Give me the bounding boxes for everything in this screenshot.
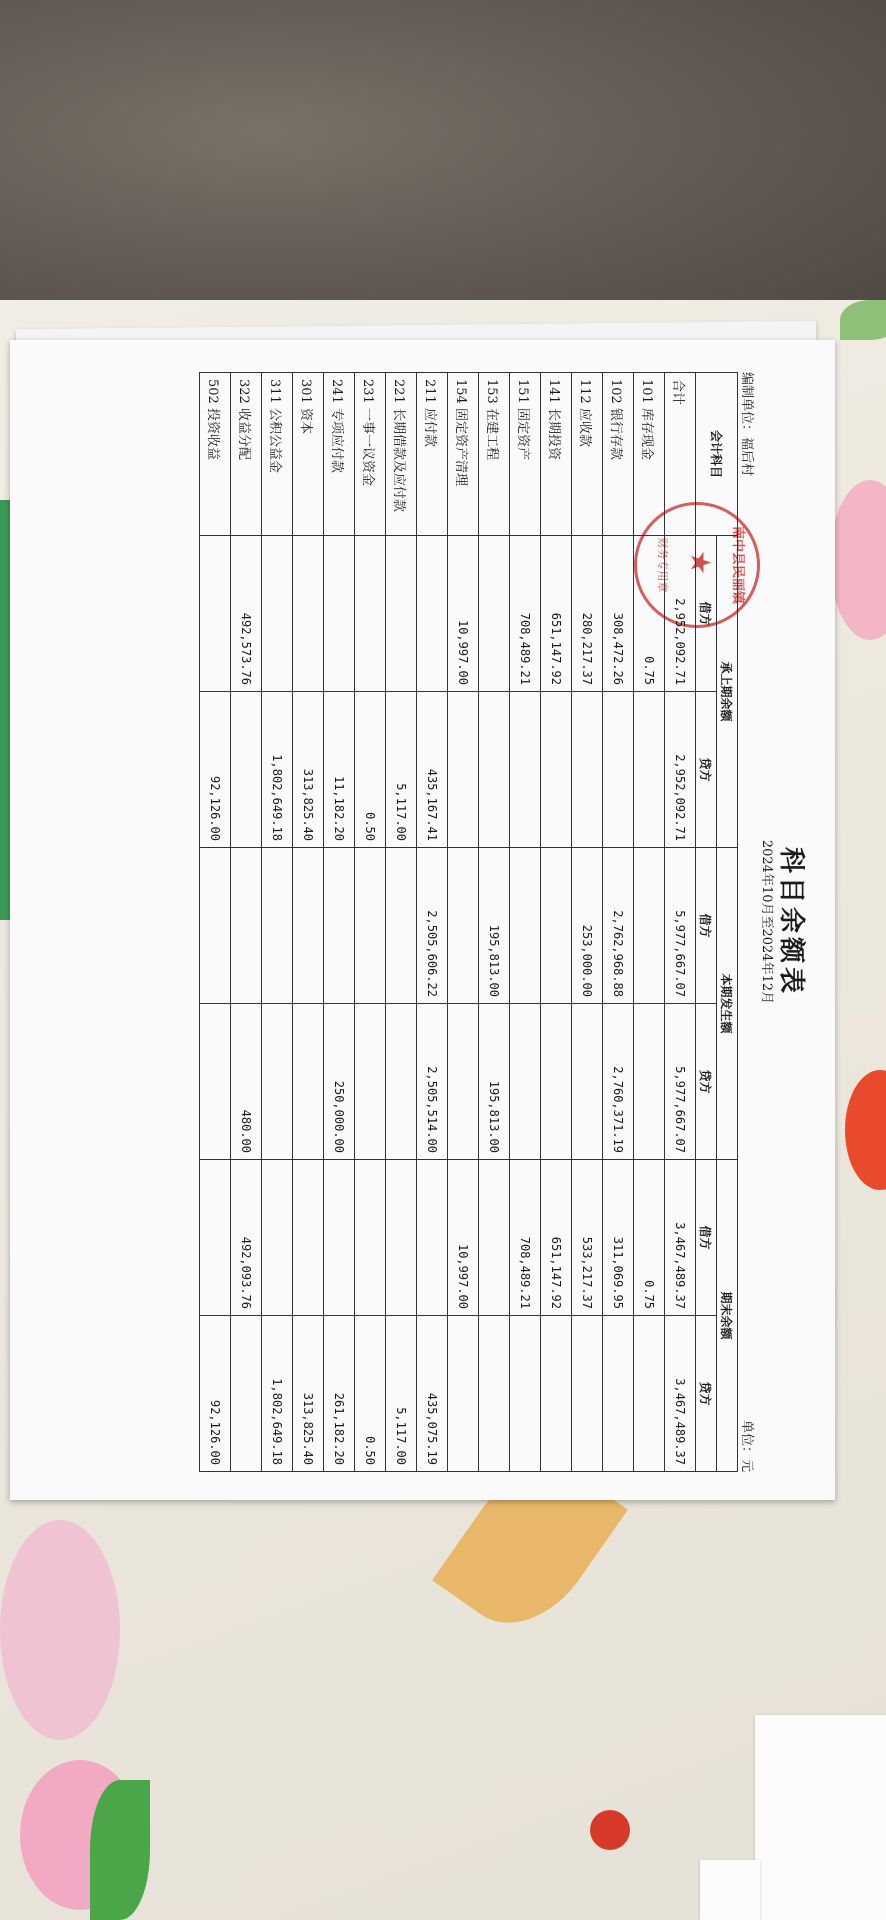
amount-cell [262,848,293,1004]
amount-cell [386,536,417,692]
table-row [293,373,324,1472]
account-cell: 211 应付款 [417,373,448,536]
amount-cell: 280,217.37 [572,536,603,692]
amount-cell [541,1316,572,1472]
seal-text: 南中县民丽镇 [730,525,745,604]
amount-cell: 311,069.95 [603,1160,634,1316]
amount-cell [386,848,417,1004]
decor-leaf [90,1780,150,1920]
amount-cell [448,692,479,848]
amount-cell: 250,000.00 [324,1004,355,1160]
amount-cell [324,536,355,692]
amount-cell [355,1160,386,1316]
header-debit: 借方 [696,536,717,692]
amount-cell [572,692,603,848]
amount-cell: 0.50 [355,1316,386,1472]
amount-cell [479,1316,510,1472]
amount-cell: 2,952,092.71 [665,692,696,848]
amount-cell: 1,802,649.18 [262,1316,293,1472]
amount-cell: 2,762,968.88 [603,848,634,1004]
amount-cell [231,1316,262,1472]
amount-cell [324,1160,355,1316]
header-debit: 借方 [696,848,717,1004]
amount-cell: 651,147.92 [541,1160,572,1316]
amount-cell [541,1004,572,1160]
balance-sheet-document [20,352,820,1492]
account-cell: 221 长期借款及应付款 [386,373,417,536]
amount-cell [293,1004,324,1160]
table-row [479,373,510,1472]
amount-cell [262,1004,293,1160]
table-row [572,373,603,1472]
seal-bottom-text: 财务专用章 [656,537,669,593]
amount-cell: 480.00 [231,1004,262,1160]
amount-cell: 5,977,667.07 [665,1004,696,1160]
amount-cell: 0.75 [634,1160,665,1316]
amount-cell [293,536,324,692]
account-cell: 154 固定资产清理 [448,373,479,536]
amount-cell: 313,825.40 [293,1316,324,1472]
table-row [417,373,448,1472]
amount-cell: 492,093.76 [231,1160,262,1316]
amount-cell [572,1316,603,1472]
unit-label: 单位：元 [739,1419,754,1472]
account-cell: 231 一事一议资金 [355,373,386,536]
amount-cell: 5,117.00 [386,692,417,848]
amount-cell [324,848,355,1004]
amount-cell [572,1004,603,1160]
amount-cell: 1,802,649.18 [262,692,293,848]
account-cell: 322 收益分配 [231,373,262,536]
decor-leaf [840,300,886,340]
account-cell: 311 公积公益金 [262,373,293,536]
amount-cell: 261,182.20 [324,1316,355,1472]
amount-cell [634,692,665,848]
amount-cell: 492,573.76 [231,536,262,692]
amount-cell [355,1004,386,1160]
amount-cell [634,1004,665,1160]
amount-cell [541,692,572,848]
amount-cell [510,1316,541,1472]
amount-cell [386,1004,417,1160]
amount-cell: 651,147.92 [541,536,572,692]
amount-cell [262,1160,293,1316]
amount-cell: 3,467,489.37 [665,1316,696,1472]
document-sheet [10,340,835,1500]
header-credit: 贷方 [696,692,717,848]
amount-cell [355,536,386,692]
table-row [603,373,634,1472]
table-row [386,373,417,1472]
amount-cell: 5,977,667.07 [665,848,696,1004]
amount-cell [634,1316,665,1472]
amount-cell: 10,997.00 [448,1160,479,1316]
account-cell: 102 银行存款 [603,373,634,536]
amount-cell: 5,117.00 [386,1316,417,1472]
decor-flower [590,1810,630,1850]
table-row [634,373,665,1472]
table-row [200,373,231,1472]
header-credit: 贷方 [696,1316,717,1472]
amount-cell [200,536,231,692]
account-cell: 151 固定资产 [510,373,541,536]
account-cell: 141 长期投资 [541,373,572,536]
amount-cell: 195,813.00 [479,848,510,1004]
table-row [355,373,386,1472]
amount-cell [448,1004,479,1160]
background-floor [0,0,886,330]
amount-cell [634,848,665,1004]
amount-cell [479,1160,510,1316]
amount-cell [386,1160,417,1316]
amount-cell [479,692,510,848]
amount-cell: 708,489.21 [510,536,541,692]
amount-cell: 435,075.19 [417,1316,448,1472]
amount-cell [200,1004,231,1160]
header-closing: 期末余额 [717,1160,738,1472]
amount-cell [417,1160,448,1316]
table-row [510,373,541,1472]
account-cell: 101 库存现金 [634,373,665,536]
amount-cell [510,848,541,1004]
amount-cell: 10,997.00 [448,536,479,692]
header-debit: 借方 [696,1160,717,1316]
amount-cell: 308,472.26 [603,536,634,692]
amount-cell [200,1160,231,1316]
table-row [665,373,696,1472]
amount-cell [448,848,479,1004]
amount-cell: 2,505,514.00 [417,1004,448,1160]
decor-flower [0,1520,120,1740]
amount-cell [510,1004,541,1160]
amount-cell [448,1316,479,1472]
table-row [324,373,355,1472]
balance-table [199,372,738,1472]
amount-cell: 92,126.00 [200,692,231,848]
amount-cell: 533,217.37 [572,1160,603,1316]
amount-cell: 3,467,489.37 [665,1160,696,1316]
amount-cell: 2,505,606.22 [417,848,448,1004]
amount-cell: 313,825.40 [293,692,324,848]
header-credit: 贷方 [696,1004,717,1160]
account-cell: 301 资本 [293,373,324,536]
amount-cell [231,848,262,1004]
amount-cell: 435,167.41 [417,692,448,848]
table-row [541,373,572,1472]
amount-cell: 0.50 [355,692,386,848]
amount-cell [355,848,386,1004]
amount-cell [200,848,231,1004]
amount-cell: 708,489.21 [510,1160,541,1316]
account-cell: 502 投资收益 [200,373,231,536]
amount-cell [262,536,293,692]
document-period: 2024年10月至2024年12月 [759,839,774,1005]
amount-cell [293,1160,324,1316]
header-account: 会计科目 [696,373,738,536]
amount-cell [510,692,541,848]
account-cell: 241 专项应付款 [324,373,355,536]
amount-cell: 253,000.00 [572,848,603,1004]
header-opening: 承上期余额 [717,536,738,848]
account-cell: 112 应收款 [572,373,603,536]
amount-cell: 195,813.00 [479,1004,510,1160]
amount-cell: 92,126.00 [200,1316,231,1472]
table-row [231,373,262,1472]
amount-cell [231,692,262,848]
amount-cell [293,848,324,1004]
star-icon: ★ [684,550,717,576]
account-cell: 合计 [665,373,696,536]
amount-cell [603,1316,634,1472]
paper-stack [755,1715,886,1920]
table-row [448,373,479,1472]
amount-cell: 2,952,092.71 [665,536,696,692]
organization-label: 编制单位：福后村 [739,372,754,477]
header-current: 本期发生额 [717,848,738,1160]
table-row [262,373,293,1472]
amount-cell [479,536,510,692]
amount-cell [603,692,634,848]
amount-cell: 0.75 [634,536,665,692]
amount-cell [541,848,572,1004]
account-cell: 153 在建工程 [479,373,510,536]
paper-stack [700,1860,760,1920]
amount-cell: 11,182.20 [324,692,355,848]
amount-cell [417,536,448,692]
amount-cell: 2,760,371.19 [603,1004,634,1160]
document-title: 科目余额表 [776,846,806,997]
